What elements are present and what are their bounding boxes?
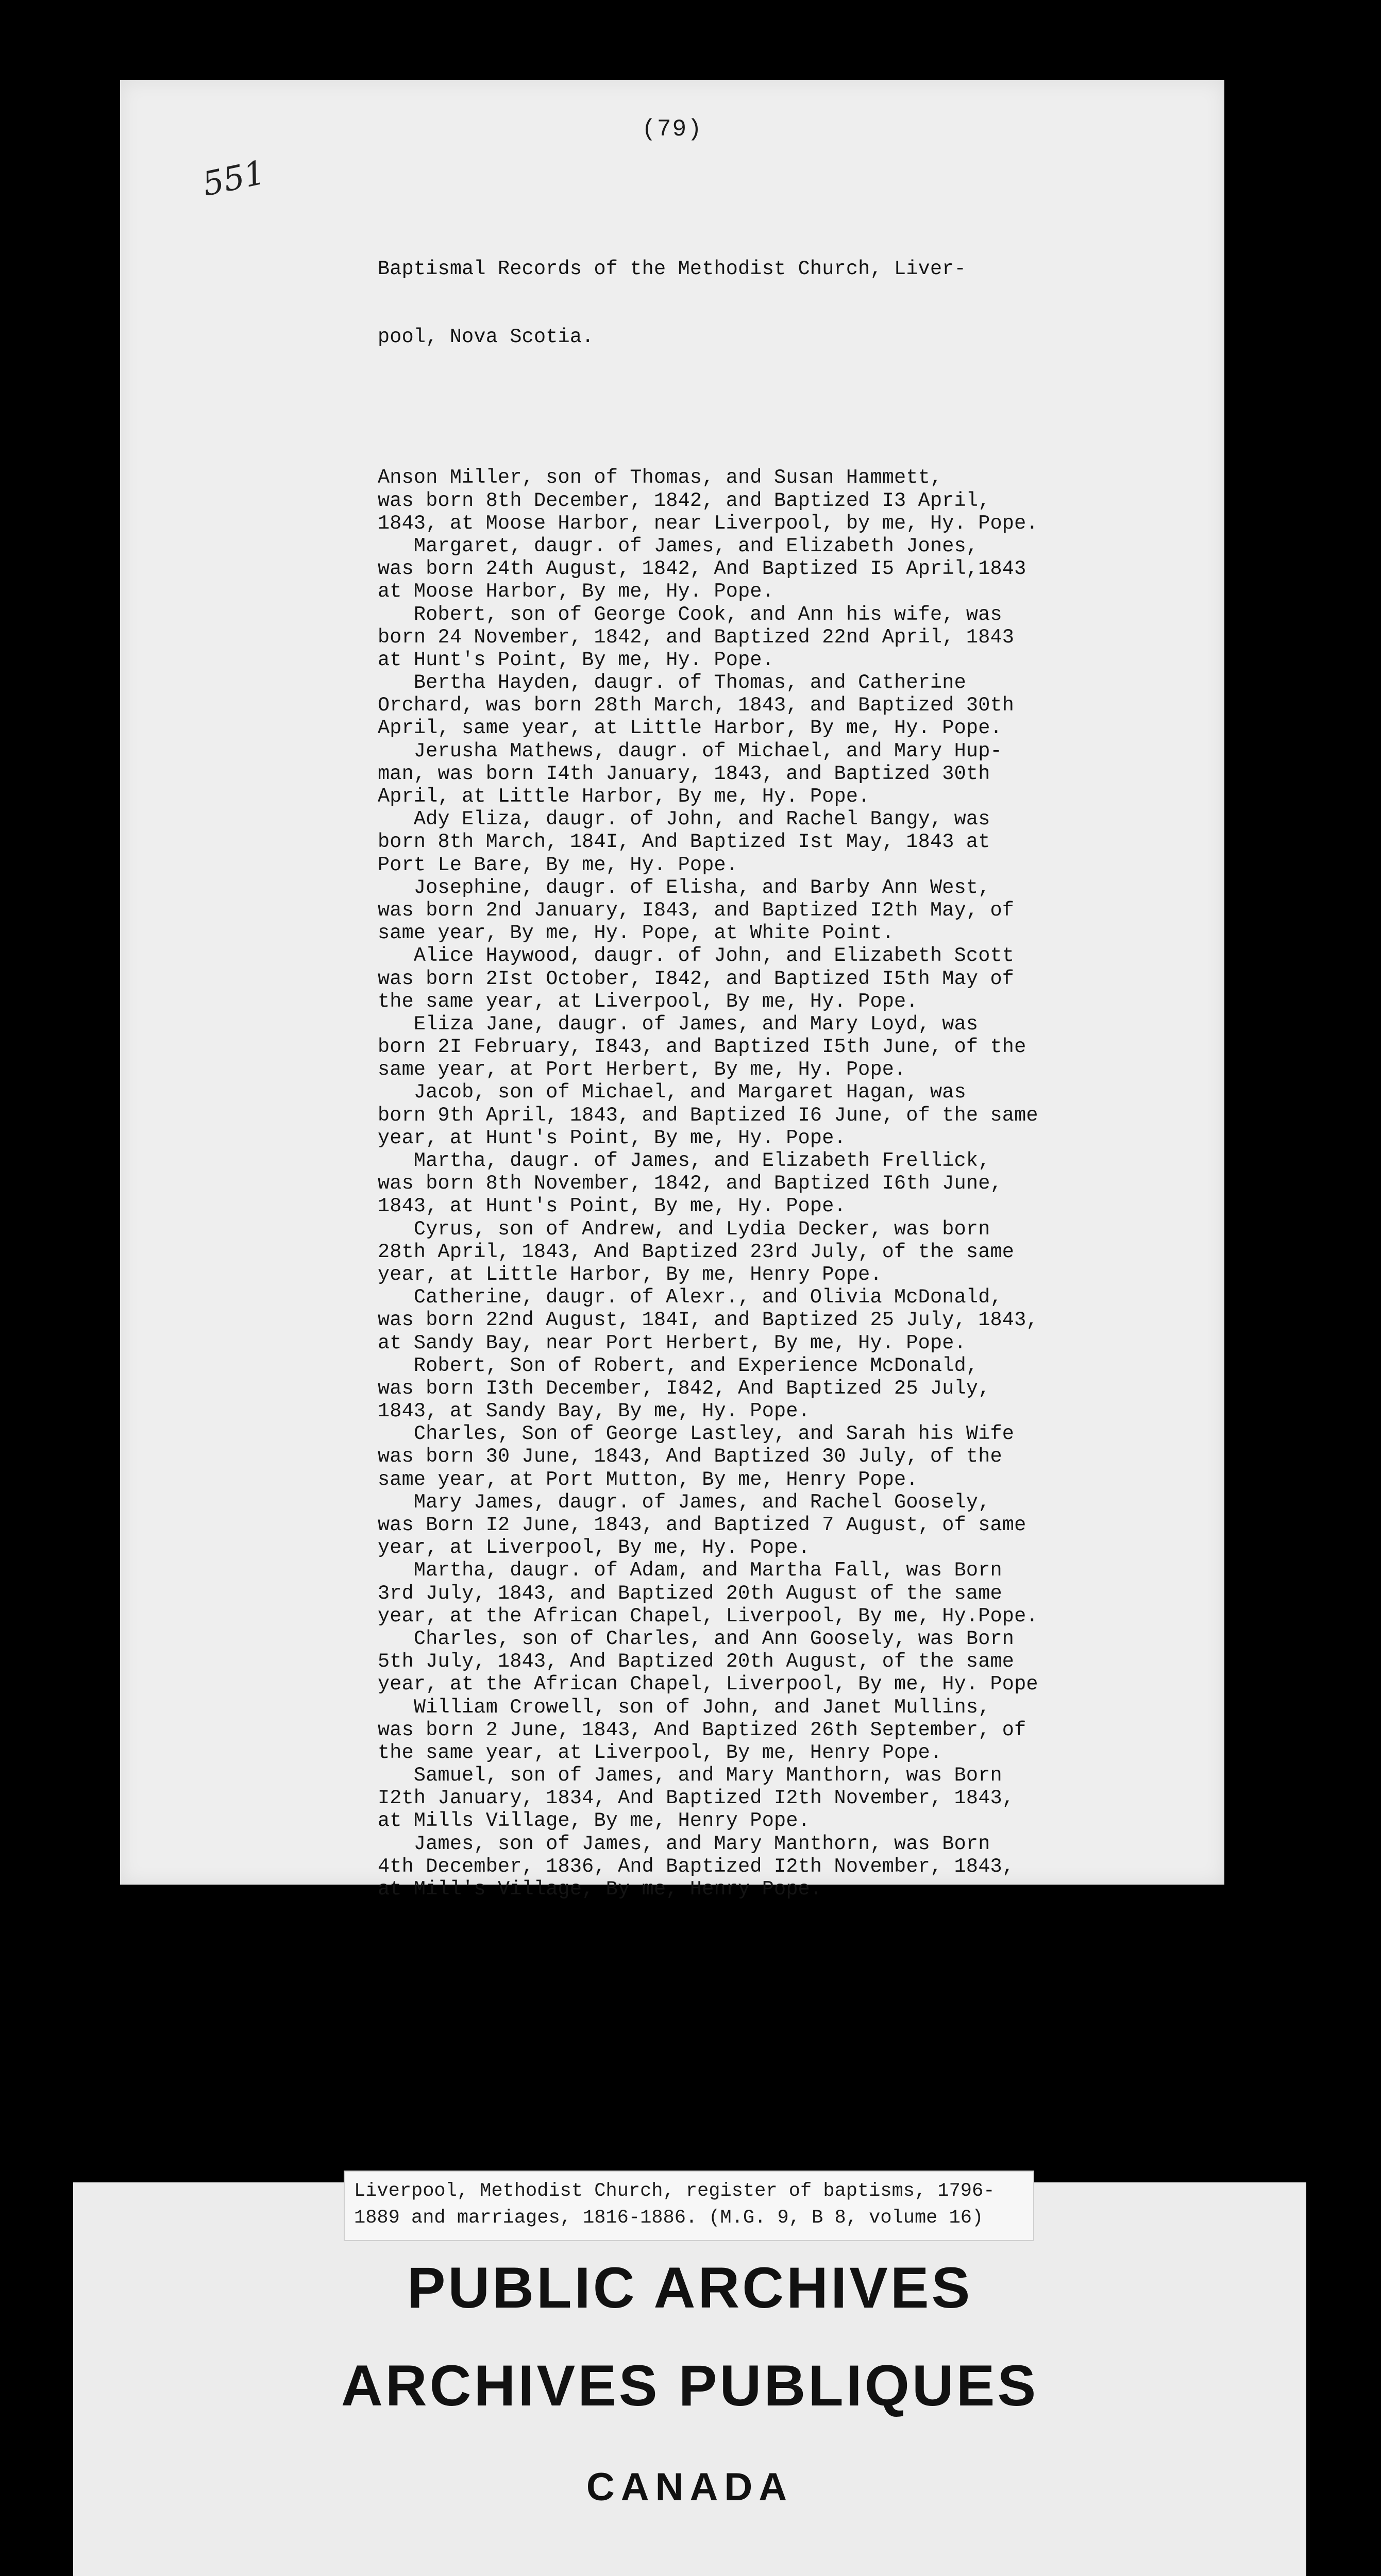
record-line: 28th April, 1843, And Baptized 23rd July, of the same [378,1240,1015,1263]
record-line: at Mill's Village, By me, Henry Pope. [378,1878,822,1901]
record-line: Robert, Son of Robert, and Experience McDonald, [378,1354,979,1377]
record-line: was born 2nd January, I843, and Baptized I2th May, of [378,899,1015,922]
handwritten-margin-note: 551 [199,154,269,204]
record-line: 3rd July, 1843, and Baptized 20th August of the same [378,1582,1002,1605]
record-line: was Born I2 June, 1843, and Baptized 7 August, of same [378,1514,1026,1537]
record-line: was born 2Ist October, I842, and Baptized I5th May of [378,967,1015,990]
record-line: year, at Hunt's Point, By me, Hy. Pope. [378,1126,846,1149]
record-line: 5th July, 1843, And Baptized 20th August, of the same [378,1650,1015,1673]
record-line: Alice Haywood, daugr. of John, and Elizabeth Scott [378,944,1015,968]
record-line: was born 22nd August, 184I, and Baptized 25 July, 1843, [378,1309,1038,1332]
record-line: born 8th March, 184I, And Baptized Ist May, 1843 at [378,831,990,854]
record-line: 4th December, 1836, And Baptized I2th November, 1843, [378,1855,1015,1878]
record-line: year, at the African Chapel, Liverpool, By me, Hy.Pope. [378,1604,1038,1628]
collection-caption [344,2171,1034,2241]
record-line: was born 2 June, 1843, And Baptized 26th September, of [378,1718,1026,1741]
record-line: Robert, son of George Cook, and Ann his wife, was [378,603,1002,626]
record-line: 1843, at Hunt's Point, By me, Hy. Pope. [378,1195,846,1218]
record-line: was born 8th December, 1842, and Baptized I3 April, [378,489,990,512]
record-line: Charles, son of Charles, and Ann Goosely, was Born [378,1627,1015,1650]
caption-line: 1889 and marriages, 1816-1886. (M.G. 9, B 8, volume 16) [354,2207,984,2229]
record-line: born 2I February, I843, and Baptized I5th June, of the [378,1036,1026,1059]
archives-label-card [73,2182,1306,2576]
record-line: Charles, Son of George Lastley, and Sarah his Wife [378,1422,1015,1446]
record-line: William Crowell, son of John, and Janet Mullins, [378,1696,990,1719]
record-line: Margaret, daugr. of James, and Elizabeth Jones, [378,534,979,557]
heading-line: pool, Nova Scotia. [378,326,594,349]
record-line: Jacob, son of Michael, and Margaret Hagan, was [378,1081,966,1104]
record-line: was born 24th August, 1842, And Baptized I5 April,1843 [378,557,1026,581]
record-line: April, at Little Harbor, By me, Hy. Pope. [378,785,870,808]
record-line: the same year, at Liverpool, By me, Hy. Pope. [378,990,918,1013]
record-line: same year, By me, Hy. Pope, at White Point. [378,922,895,945]
record-line: Martha, daugr. of Adam, and Martha Fall, was Born [378,1559,1002,1582]
baptismal-records-text [378,166,1264,1946]
record-line: Eliza Jane, daugr. of James, and Mary Loyd, was [378,1012,979,1036]
record-line: Cyrus, son of Andrew, and Lydia Decker, was born [378,1217,990,1241]
record-line: at Moose Harbor, By me, Hy. Pope. [378,580,774,603]
record-line: at Sandy Bay, near Port Herbert, By me, Hy. Pope. [378,1331,966,1354]
record-line: I2th January, 1834, And Baptized I2th November, 1843, [378,1787,1015,1810]
record-line: James, son of James, and Mary Manthorn, was Born [378,1832,990,1855]
record-line: year, at Little Harbor, By me, Henry Pope. [378,1263,882,1286]
record-line: born 9th April, 1843, and Baptized I6 June, of the same [378,1104,1038,1127]
caption-line: Liverpool, Methodist Church, register of baptisms, 1796- [354,2180,995,2202]
public-archives-title: PUBLIC ARCHIVES [407,2256,973,2320]
record-line: was born 8th November, 1842, and Baptized I6th June, [378,1172,1002,1195]
records-body [378,466,1264,1901]
record-line: Catherine, daugr. of Alexr., and Olivia McDonald, [378,1286,1002,1309]
record-line: at Mills Village, By me, Henry Pope. [378,1809,810,1833]
record-line: the same year, at Liverpool, By me, Henry Pope. [378,1741,942,1764]
record-line: year, at the African Chapel, Liverpool, By me, Hy. Pope [378,1673,1038,1696]
record-line: man, was born I4th January, 1843, and Baptized 30th [378,762,990,785]
record-line: Ady Eliza, daugr. of John, and Rachel Bangy, was [378,808,990,831]
record-line: same year, at Port Mutton, By me, Henry Pope. [378,1468,918,1491]
record-line: Anson Miller, son of Thomas, and Susan Hammett, [378,466,942,489]
record-line: born 24 November, 1842, and Baptized 22nd April, 1843 [378,625,1015,649]
record-line: at Hunt's Point, By me, Hy. Pope. [378,648,774,671]
record-line: same year, at Port Herbert, By me, Hy. Pope. [378,1058,906,1081]
country-name: CANADA [586,2465,794,2509]
heading-line: Baptismal Records of the Methodist Church, Liver- [378,257,966,280]
record-line: year, at Liverpool, By me, Hy. Pope. [378,1536,810,1560]
record-line: Josephine, daugr. of Elisha, and Barby Ann West, [378,876,990,899]
record-line: Mary James, daugr. of James, and Rachel Goosely, [378,1490,990,1514]
record-line: was born I3th December, I842, And Baptized 25 July, [378,1377,990,1400]
record-line: Port Le Bare, By me, Hy. Pope. [378,853,738,876]
record-line: Orchard, was born 28th March, 1843, and Baptized 30th [378,694,1015,717]
record-line: Martha, daugr. of James, and Elizabeth Frellick, [378,1149,990,1173]
page-number: (79) [642,116,703,143]
record-line: Samuel, son of James, and Mary Manthorn, was Born [378,1764,1002,1787]
archives-publiques-title: ARCHIVES PUBLIQUES [341,2353,1039,2418]
record-line: 1843, at Moose Harbor, near Liverpool, by me, Hy. Pope. [378,512,1038,535]
record-line: Jerusha Mathews, daugr. of Michael, and Mary Hup- [378,739,1002,762]
document-page [120,80,1224,1901]
record-line: was born 30 June, 1843, And Baptized 30 July, of the [378,1445,1002,1468]
record-line: April, same year, at Little Harbor, By me, Hy. Pope. [378,717,1002,740]
records-heading [378,212,1264,394]
record-line: Bertha Hayden, daugr. of Thomas, and Catherine [378,671,966,694]
record-line: 1843, at Sandy Bay, By me, Hy. Pope. [378,1400,810,1423]
